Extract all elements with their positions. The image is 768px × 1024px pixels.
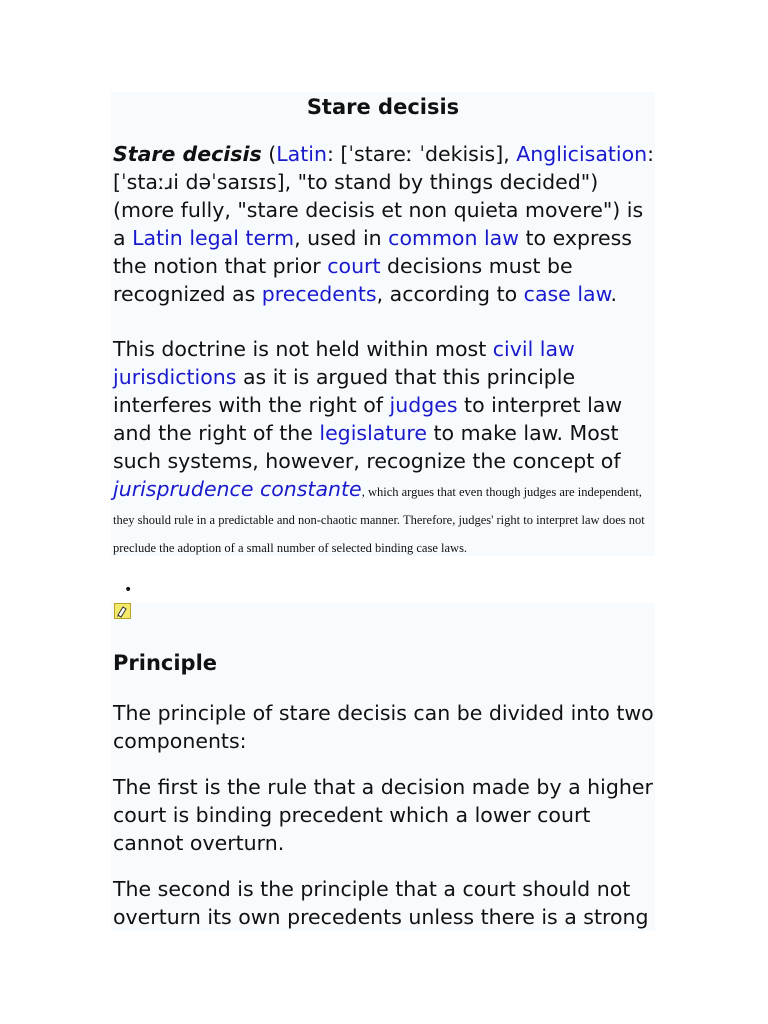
link-civil-law-jurisdictions[interactable]: civil law jurisdictions — [113, 337, 575, 389]
intro-text: ( — [261, 142, 277, 166]
link-legislature[interactable]: legislature — [319, 421, 427, 445]
link-jurisprudence-constante[interactable]: jurisprudence constante — [113, 477, 362, 501]
intro-text: : [ˈstaːɹi dəˈsaɪsɪs], "to stand by things decided") (more fully, "stare decisis et non quieta movere") is a — [113, 142, 655, 250]
edit-icon[interactable] — [114, 603, 131, 619]
doctrine-text: to make law. Most such systems, however, recognize the concept of — [113, 421, 621, 473]
link-judges[interactable]: judges — [389, 393, 458, 417]
doctrine-text: to interpret law and the right of the — [113, 393, 623, 445]
link-court[interactable]: court — [327, 254, 381, 278]
link-common-law[interactable]: common law — [388, 226, 519, 250]
link-case-law[interactable]: case law — [523, 282, 611, 306]
doctrine-text: as it is argued that this principle interferes with the right of — [113, 365, 576, 417]
page-title: Stare decisis — [306, 95, 460, 119]
intro-paragraph — [113, 140, 661, 308]
principle-paragraph-1: The principle of stare decisis can be divided into two components: — [113, 701, 654, 753]
link-precedents[interactable]: precedents — [261, 282, 377, 306]
intro-text: to express the notion that prior — [113, 226, 632, 278]
intro-text: , used in — [294, 226, 389, 250]
intro-text: . — [610, 282, 617, 306]
principle-paragraph-3: The second is the principle that a court should not overturn its own precedents unless there is a strong — [113, 877, 649, 929]
doctrine-text: This doctrine is not held within most — [113, 337, 493, 361]
link-latin-legal-term[interactable]: Latin legal term — [132, 226, 295, 250]
link-latin[interactable]: Latin — [276, 142, 327, 166]
doctrine-paragraph — [113, 335, 661, 559]
intro-text: decisions must be recognized as — [113, 254, 573, 306]
principle-paragraph-2: The first is the rule that a decision made by a higher court is binding precedent which a lower court cannot overturn. — [113, 775, 653, 855]
list-bullet: • — [124, 582, 133, 598]
intro-text: : [ˈstareː ˈdekisis], — [326, 142, 517, 166]
link-anglicisation[interactable]: Anglicisation — [516, 142, 648, 166]
section-heading-principle: Principle — [113, 651, 218, 675]
term-stare-decisis: Stare decisis — [113, 142, 262, 166]
intro-text: , according to — [376, 282, 524, 306]
doctrine-small-text: , which argues that even though judges are independent, they should rule in a predictable and non-chaotic manner. Therefore, judges' right to interpret law does not preclude the adoption of a small number of selected binding case laws. — [113, 485, 645, 555]
